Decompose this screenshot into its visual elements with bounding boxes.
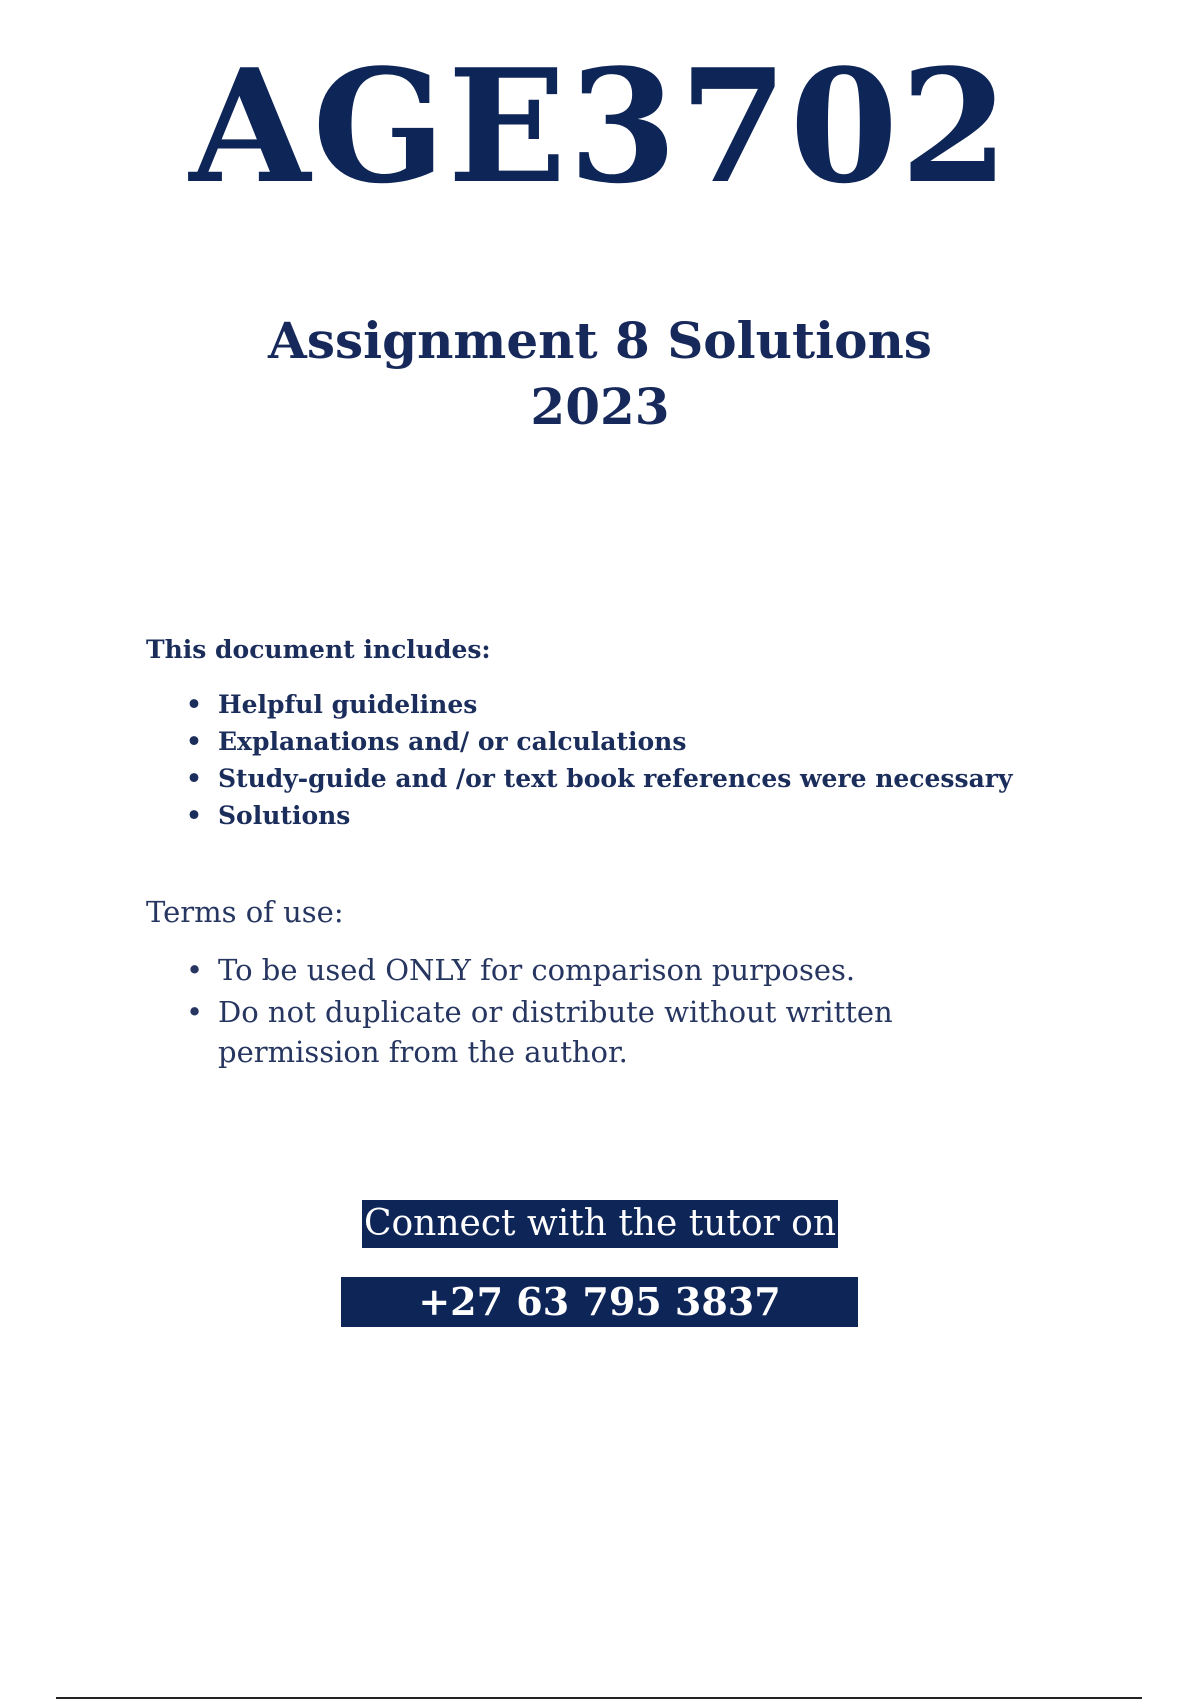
subtitle-year: 2023 [530,377,670,436]
bullet-icon: • [186,690,202,719]
includes-item-text: Helpful guidelines [218,690,478,719]
bullet-icon: • [186,801,202,830]
includes-item-text: Study-guide and /or text book references were necessary [218,764,1013,793]
terms-heading: Terms of use: [146,895,344,929]
list-item [180,992,940,1072]
bullet-icon: • [186,727,202,756]
includes-list [180,686,1012,834]
course-code-title: AGE3702 [189,35,1011,218]
connect-label: Connect with the tutor on [362,1200,838,1248]
bullet-icon: • [186,764,202,793]
connect-banner [0,1200,1200,1248]
list-item [180,950,940,990]
includes-heading: This document includes: [146,635,491,664]
phone-number-box: +27 63 795 3837 [341,1277,858,1327]
list-item [180,686,1012,723]
footer-divider [56,1697,1142,1699]
document-subtitle [0,308,1200,440]
terms-item-text: To be used ONLY for comparison purposes. [218,953,856,987]
includes-item-text: Explanations and/ or calculations [218,727,687,756]
bullet-icon: • [186,995,204,1029]
list-item [180,797,1012,834]
list-item [180,723,1012,760]
bullet-icon: • [186,953,204,987]
subtitle-assignment: Assignment 8 Solutions [268,311,932,370]
includes-item-text: Solutions [218,801,351,830]
terms-item-text: Do not duplicate or distribute without written permission from the author. [218,995,893,1069]
list-item [180,760,1012,797]
terms-list [180,950,940,1074]
